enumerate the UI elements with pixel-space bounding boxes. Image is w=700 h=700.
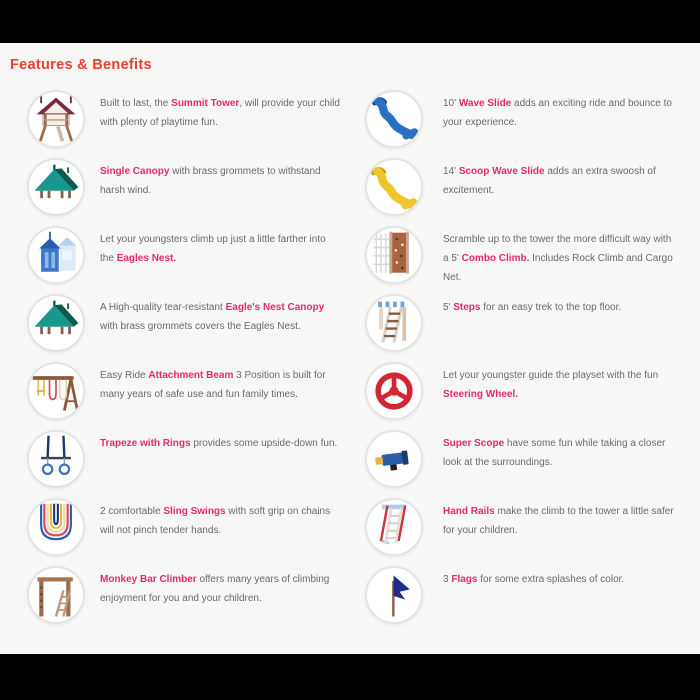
feature-name-highlight: Eagle's Nest Canopy <box>225 302 325 313</box>
feature-name-highlight: Attachment Beam <box>148 370 234 381</box>
feature-text-eagles-nest <box>100 226 340 268</box>
feature-name-highlight: Summit Tower <box>171 98 240 109</box>
feature-text-segment: adds an extra swoosh of excitement. <box>443 166 656 196</box>
feature-text-flags <box>443 566 679 589</box>
feature-text-summit-tower <box>100 90 340 132</box>
steps-icon <box>365 294 423 352</box>
summit-tower-icon <box>27 90 85 148</box>
feature-text-segment: Easy Ride <box>100 370 149 381</box>
eagles-nest-icon <box>27 226 85 284</box>
wave-slide-icon <box>365 90 423 148</box>
feature-item-monkey-bar-climber <box>0 566 350 634</box>
feature-item-scoop-wave-slide <box>350 158 700 226</box>
feature-item-eagles-nest-canopy <box>0 294 350 362</box>
feature-text-segment: 3 <box>443 574 452 585</box>
feature-name-highlight: Trapeze with Rings <box>100 438 191 449</box>
combo-climb-icon <box>365 226 423 284</box>
feature-text-steering-wheel <box>443 362 679 404</box>
feature-text-wave-slide <box>443 90 679 132</box>
feature-text-trapeze-with-rings <box>100 430 340 453</box>
attachment-beam-icon <box>27 362 85 420</box>
feature-item-wave-slide <box>350 90 700 158</box>
super-scope-icon <box>365 430 423 488</box>
feature-text-segment: Includes Rock Climb and Cargo Net. <box>443 253 673 283</box>
feature-name-highlight: Super Scope <box>443 438 505 449</box>
feature-name-highlight: Sling Swings <box>163 506 226 517</box>
feature-text-combo-climb <box>443 226 679 287</box>
feature-text-attachment-beam <box>100 362 340 404</box>
feature-text-segment: offers many years of climbing enjoyment for you and your children. <box>100 574 330 604</box>
trapeze-with-rings-icon <box>27 430 85 488</box>
feature-text-super-scope <box>443 430 679 472</box>
feature-text-segment: Let your youngsters climb up just a little farther into the <box>100 234 326 264</box>
feature-text-segment: A High-quality tear-resistant <box>100 302 226 313</box>
eagles-nest-canopy-icon <box>27 294 85 352</box>
feature-text-steps <box>443 294 679 317</box>
feature-text-sling-swings <box>100 498 340 540</box>
feature-text-segment: adds an exciting ride and bounce to your experience. <box>443 98 672 128</box>
feature-text-segment: Built to last, the <box>100 98 172 109</box>
feature-name-highlight: Steps <box>453 302 481 313</box>
feature-item-flags <box>350 566 700 634</box>
feature-text-eagles-nest-canopy <box>100 294 340 336</box>
letterbox-top <box>0 0 700 43</box>
feature-columns <box>0 90 700 634</box>
feature-item-steering-wheel <box>350 362 700 430</box>
feature-text-hand-rails <box>443 498 679 540</box>
feature-text-segment: with brass grommets covers the Eagles Nest. <box>100 321 301 332</box>
features-benefits-section <box>0 43 700 654</box>
monkey-bar-climber-icon <box>27 566 85 624</box>
feature-item-eagles-nest <box>0 226 350 294</box>
feature-text-segment: for an easy trek to the top floor. <box>480 302 622 313</box>
feature-item-single-canopy <box>0 158 350 226</box>
feature-text-segment: provides some upside-down fun. <box>190 438 338 449</box>
feature-text-segment: , will provide your child with plenty of playtime fun. <box>100 98 340 128</box>
feature-text-monkey-bar-climber <box>100 566 340 608</box>
feature-text-segment: for some extra splashes of color. <box>477 574 625 585</box>
feature-name-highlight: Wave Slide <box>458 98 512 109</box>
letterbox-bottom <box>0 654 700 700</box>
sling-swings-icon <box>27 498 85 556</box>
feature-item-steps <box>350 294 700 362</box>
feature-item-summit-tower <box>0 90 350 158</box>
feature-name-highlight: Monkey Bar Climber <box>100 574 197 585</box>
feature-name-highlight: Flags <box>451 574 478 585</box>
feature-text-segment: Scramble up to the tower the more difficult way with a 5' <box>443 234 672 264</box>
feature-item-super-scope <box>350 430 700 498</box>
feature-item-combo-climb <box>350 226 700 294</box>
feature-item-hand-rails <box>350 498 700 566</box>
single-canopy-icon <box>27 158 85 216</box>
feature-text-segment: 14' <box>443 166 459 177</box>
flags-icon <box>365 566 423 624</box>
feature-name-highlight: Scoop Wave Slide <box>458 166 545 177</box>
feature-text-segment: with soft grip on chains will not pinch tender hands. <box>100 506 331 536</box>
feature-item-trapeze-with-rings <box>0 430 350 498</box>
feature-text-scoop-wave-slide <box>443 158 679 200</box>
feature-name-highlight: Steering Wheel. <box>443 389 519 400</box>
feature-name-highlight: Combo Climb. <box>461 253 530 264</box>
feature-name-highlight: Single Canopy <box>100 166 170 177</box>
column-right <box>350 90 700 634</box>
feature-text-segment: Let your youngster guide the playset with the fun <box>443 370 659 381</box>
feature-text-segment: 2 comfortable <box>100 506 164 517</box>
feature-text-segment: 3 Position is built for many years of safe use and fun family times. <box>100 370 326 400</box>
feature-item-sling-swings <box>0 498 350 566</box>
column-left <box>0 90 350 634</box>
feature-item-attachment-beam <box>0 362 350 430</box>
feature-text-segment: 10' <box>443 98 459 109</box>
hand-rails-icon <box>365 498 423 556</box>
scoop-wave-slide-icon <box>365 158 423 216</box>
feature-text-segment: 5' <box>443 302 454 313</box>
feature-text-segment: have some fun while taking a closer look at the surroundings. <box>443 438 666 468</box>
feature-name-highlight: Hand Rails <box>443 506 495 517</box>
feature-text-segment: with brass grommets to withstand harsh wind. <box>100 166 321 196</box>
page-title: Features & Benefits <box>10 57 152 73</box>
feature-text-single-canopy <box>100 158 340 200</box>
steering-wheel-icon <box>365 362 423 420</box>
feature-text-segment: make the climb to the tower a little safer for your children. <box>443 506 674 536</box>
feature-name-highlight: Eagles Nest. <box>116 253 177 264</box>
